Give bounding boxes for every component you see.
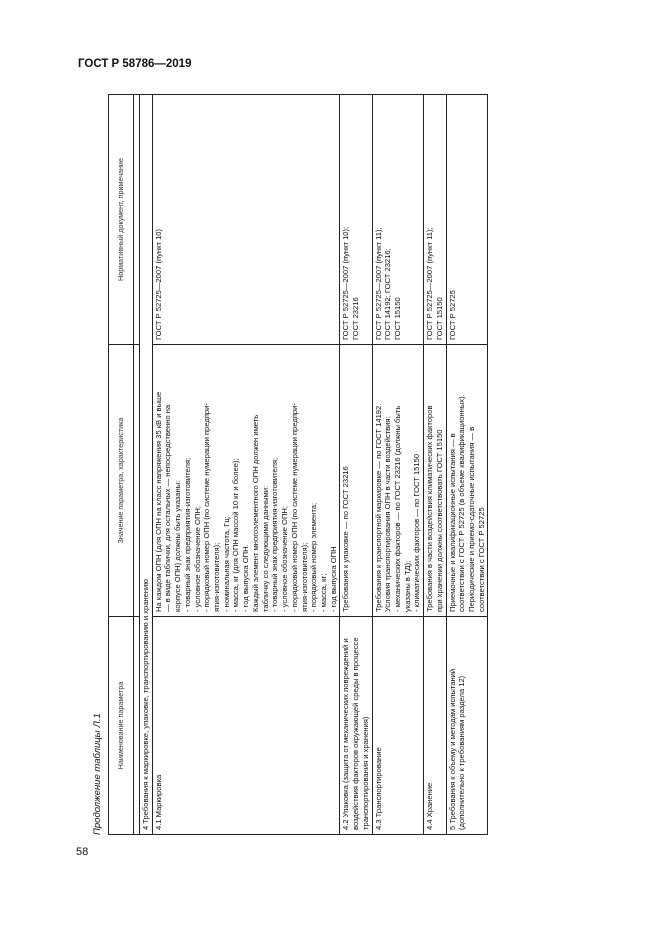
column-header-reference: Нормативный документ, примечание — [109, 95, 134, 345]
note-line: ГОСТ Р 52725 — [447, 290, 457, 340]
value-line: - товарный знак предприятия-изготовителя; — [182, 457, 192, 612]
reference-note — [372, 95, 424, 345]
value-line: - масса, кг; — [318, 573, 328, 612]
parameter-value — [424, 345, 446, 617]
reference-note — [152, 95, 340, 345]
value-line: На каждом ОПН (для ОПН на класс напряжения 35 кВ и выше — [153, 391, 163, 612]
parameter-name: 4.3 Транспортирование — [372, 617, 424, 835]
requirements-table — [108, 94, 488, 835]
note-line: ГОСТ 15150 — [392, 297, 402, 340]
value-line: - условное обозначение ОПН; — [192, 505, 202, 612]
parameter-name: 4.4 Хранение — [424, 617, 446, 835]
note-line: ГОСТ Р 52725—2007 (пункт 10) — [153, 228, 163, 340]
note-line: ГОСТ 15150 — [434, 297, 444, 340]
table-row — [340, 95, 372, 835]
value-line: - год выпуска ОПН — [328, 546, 338, 612]
value-line: Требования к упаковке — по ГОСТ 23216 — [341, 466, 351, 612]
parameter-name: 4.1 Маркировка — [152, 617, 340, 835]
note-line: ГОСТ Р 52725—2007 (пункт 11); — [373, 227, 383, 340]
note-line: ГОСТ 23216 — [351, 297, 361, 340]
parameter-value — [446, 345, 488, 617]
value-line: Каждый элемент многоэлементного ОПН должен иметь — [250, 414, 260, 612]
parameter-name — [446, 617, 488, 835]
value-line: при хранении должны соответствовать ГОСТ 15150 — [434, 429, 444, 612]
value-line: ятия-изготовителя); — [212, 542, 222, 612]
document-header: ГОСТ Р 58786—2019 — [78, 58, 192, 70]
parameter-value — [372, 345, 424, 617]
name-line: транспортирования и хранения) — [360, 716, 370, 830]
value-line: Требования к транспортной маркировке — по ГОСТ 14192. — [373, 403, 383, 612]
section-title: 4 Требования к маркировке, упаковке, транспортированию и хранению — [140, 95, 153, 835]
value-line: - механических факторов — по ГОСТ 23216 (должны быть — [392, 405, 402, 612]
value-line: табличку со следующими данными: — [260, 485, 270, 612]
note-line: ГОСТ Р 52725—2007 (пункт 11); — [425, 227, 435, 340]
table-caption: Продолжение таблицы Л.1 — [92, 713, 103, 835]
value-line: - масса, кг (для ОПН массой 10 кг и более); — [231, 458, 241, 612]
name-line: (дополнительно к требованиям раздела 12) — [457, 675, 467, 830]
rotated-table-block — [92, 95, 592, 835]
section-row — [140, 95, 153, 835]
value-line: - порядковый номер ОПН (по системе нумерации предпри- — [202, 403, 212, 612]
value-line: - условное обозначение ОПН; — [280, 505, 290, 612]
value-line: корпусе ОПН) должны быть указаны: — [173, 480, 183, 612]
column-header-value: Значение параметра, характеристика — [109, 345, 134, 617]
reference-note — [340, 95, 372, 345]
table-row — [152, 95, 340, 835]
value-line: - товарный знак предприятия-изготовителя; — [270, 457, 280, 612]
value-line: - номинальная частота, Гц; — [221, 516, 231, 612]
value-line: - год выпуска ОПН. — [241, 544, 251, 612]
value-line: Требования в части воздействия климатических факторов — [425, 405, 435, 612]
table-row — [372, 95, 424, 835]
value-line: - порядковый номер ОПН (по системе нумерации предпри- — [289, 403, 299, 612]
table-row — [424, 95, 446, 835]
value-line: Приемочные и квалификационные испытания — в — [447, 433, 457, 612]
value-line: соответствии с ГОСТ Р 52725 — [476, 507, 486, 612]
note-line: ГОСТ 14192; ГОСТ 23216; — [383, 248, 393, 340]
parameter-value — [340, 345, 372, 617]
reference-note — [446, 95, 488, 345]
note-line: ГОСТ Р 52725—2007 (пункт 10); — [341, 226, 351, 340]
parameter-name — [340, 617, 372, 835]
value-line: Периодические и приемо-сдаточные испытания — в — [467, 426, 476, 612]
value-line: - климатических факторов — по ГОСТ 15150 — [412, 453, 422, 612]
name-line: 4.2 Упаковка (защита от механических повреждений и — [341, 638, 351, 830]
page-number: 58 — [76, 846, 89, 858]
value-line: ятия-изготовителя); — [299, 542, 309, 612]
reference-note — [424, 95, 446, 345]
parameter-value — [152, 345, 340, 617]
table-header-row — [109, 95, 134, 835]
value-line: Условия транспортирования ОПН в части воздействия: — [383, 416, 393, 612]
value-line: указаны в ТД); — [402, 560, 412, 612]
table-row — [446, 95, 488, 835]
name-line: 5 Требования к объему и методам испытаний — [447, 668, 457, 830]
value-line: — в виде таблички, для остальных — непосредственно на — [163, 404, 173, 612]
value-line: - порядковый номер элемента; — [309, 502, 319, 612]
name-line: воздействия факторов окружающей среды в процессе — [351, 637, 361, 830]
value-line: соответствии с ГОСТ Р 52725 (в объеме квалификационных). — [457, 394, 467, 612]
column-header-parameter: Наименование параметра — [109, 617, 134, 835]
